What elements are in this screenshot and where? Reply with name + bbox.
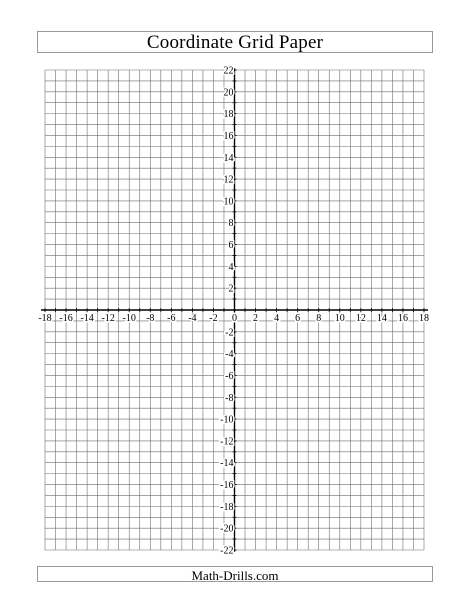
- y-tick-label: 8: [228, 218, 234, 230]
- y-tick-label: 10: [223, 196, 234, 208]
- x-tick-label: -14: [80, 313, 94, 324]
- x-tick-label: -8: [146, 313, 155, 324]
- page-title: Coordinate Grid Paper: [146, 32, 324, 53]
- y-tick-label: -10: [220, 414, 234, 426]
- y-tick-label: 22: [223, 65, 234, 77]
- y-tick-label: -8: [225, 392, 234, 404]
- y-tick-label: -16: [220, 480, 234, 492]
- x-tick-label: -18: [38, 313, 52, 324]
- footer-credit: Math-Drills.com: [191, 568, 279, 583]
- x-tick-label: 4: [274, 313, 280, 324]
- x-tick-label: -10: [122, 313, 136, 324]
- y-tick-label: 6: [228, 240, 234, 252]
- y-tick-label: -4: [225, 349, 234, 361]
- x-tick-label: -2: [209, 313, 218, 324]
- y-tick-label: -14: [220, 458, 234, 470]
- x-tick-label: -6: [167, 313, 176, 324]
- x-tick-label: 14: [376, 313, 387, 324]
- x-tick-label: 16: [397, 313, 408, 324]
- y-tick-label: -12: [220, 436, 234, 448]
- x-tick-label: 10: [334, 313, 345, 324]
- y-tick-label: 18: [223, 109, 234, 121]
- x-tick-label: 6: [295, 313, 301, 324]
- y-tick-label: -18: [220, 501, 234, 513]
- y-tick-label: 12: [223, 174, 234, 186]
- x-tick-label: -16: [59, 313, 73, 324]
- y-tick-label: 2: [228, 283, 234, 295]
- y-tick-label: 4: [228, 261, 234, 273]
- x-tick-label: -12: [101, 313, 115, 324]
- footer-box: [37, 566, 433, 582]
- y-tick-label: -22: [220, 545, 234, 557]
- x-tick-label: 12: [355, 313, 366, 324]
- x-tick-label: 2: [253, 313, 259, 324]
- x-tick-label: -4: [188, 313, 197, 324]
- x-tick-label: 8: [316, 313, 322, 324]
- y-tick-label: -20: [220, 523, 234, 535]
- y-tick-label: -2: [225, 327, 234, 339]
- x-tick-label: 0: [232, 313, 237, 324]
- y-tick-label: 20: [223, 87, 234, 99]
- y-tick-label: 14: [223, 152, 234, 164]
- y-tick-label: -6: [225, 370, 234, 382]
- x-tick-label: 18: [419, 313, 429, 324]
- y-tick-label: 16: [223, 130, 234, 142]
